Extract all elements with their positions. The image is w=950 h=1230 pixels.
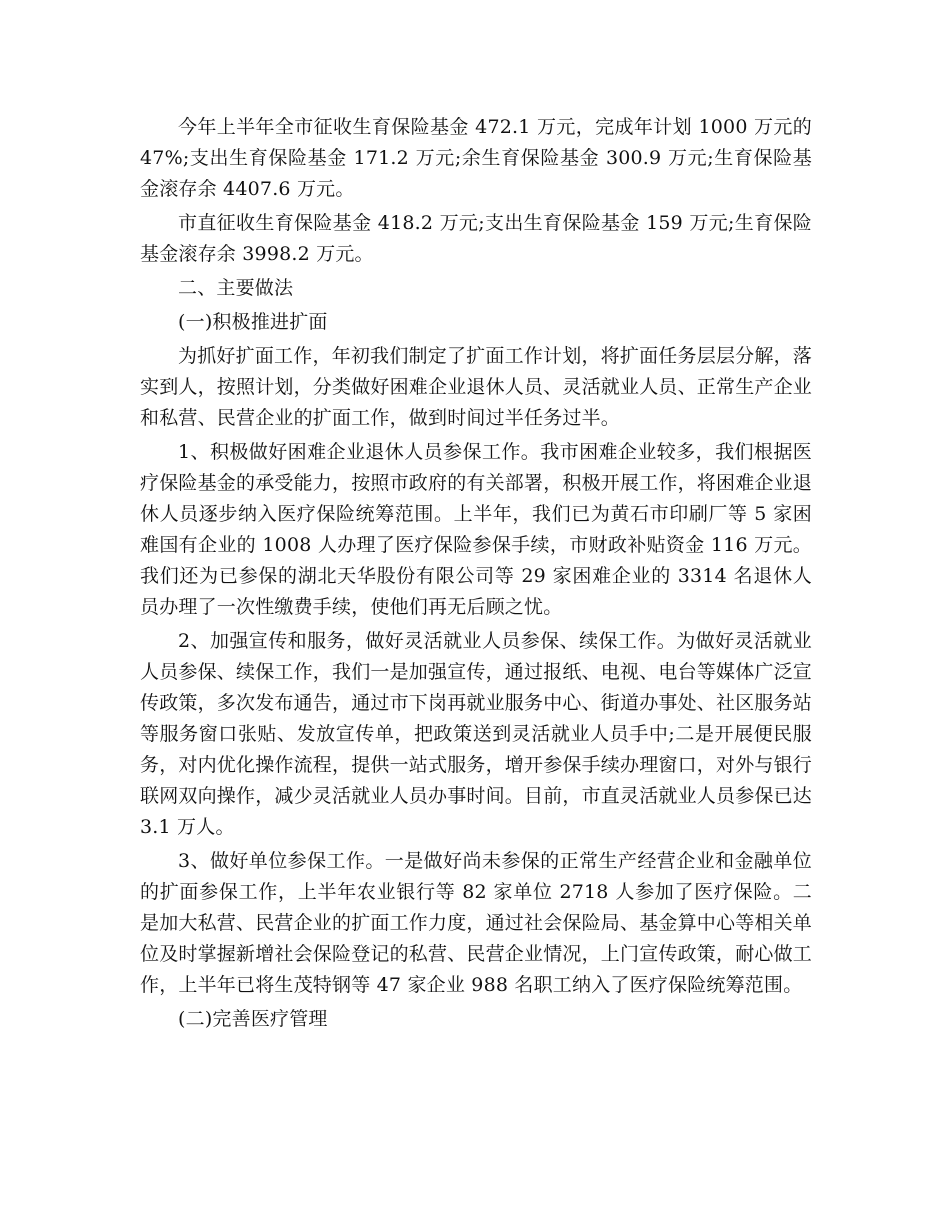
paragraph-fund-citywide: 今年上半年全市征收生育保险基金 472.1 万元，完成年计划 1000 万元的 47%;支出生育保险基金 171.2 万元;余生育保险基金 300.9 万元;生育保险基金滚存余 4407.6 万元。 — [140, 116, 812, 200]
paragraph-item-2-flexible-employment: 2、加强宣传和服务，做好灵活就业人员参保、续保工作。为做好灵活就业人员参保、续保工作，我们一是加强宣传，通过报纸、电视、电台等媒体广泛宣传政策，多次发布通告，通过市下岗再就业服务中心、街道办事处、社区服务站等服务窗口张贴、发放宣传单，把政策送到灵活就业人员手中;二是开展便民服务，对内优化操作流程，提供一站式服务，增开参保手续办理窗口，对外与银行联网双向操作，减少灵活就业人员办事时间。目前，市直灵活就业人员参保已达 3.1 万人。 — [140, 630, 813, 838]
paragraph-expansion-plan: 为抓好扩面工作，年初我们制定了扩面工作计划，将扩面任务层层分解，落实到人，按照计划，分类做好困难企业退休人员、灵活就业人员、正常生产企业和私营、民营企业的扩面工作，做到时间过半任务过半。 — [140, 345, 813, 429]
document-body — [140, 112, 812, 1038]
subsection-heading-medical-management: (二)完善医疗管理 — [178, 1008, 328, 1030]
subsection-heading-expansion: (一)积极推进扩面 — [178, 311, 328, 333]
paragraph-item-3-units: 3、做好单位参保工作。一是做好尚未参保的正常生产经营企业和金融单位的扩面参保工作，上半年农业银行等 82 家单位 2718 人参加了医疗保险。二是加大私营、民营企业的扩面工作力度，通过社会保险局、基金算中心等相关单位及时掌握新增社会保险登记的私营、民营企业情况，上门宣传政策，耐心做工作，上半年已将生茂特钢等 47 家企业 988 名职工纳入了医疗保险统筹范围。 — [140, 850, 813, 996]
section-heading-main-practices: 二、主要做法 — [178, 277, 294, 299]
paragraph-fund-city-direct: 市直征收生育保险基金 418.2 万元;支出生育保险基金 159 万元;生育保险基金滚存余 3998.2 万元。 — [140, 212, 812, 265]
paragraph-item-1-retirees: 1、积极做好困难企业退休人员参保工作。我市困难企业较多，我们根据医疗保险基金的承受能力，按照市政府的有关部署，积极开展工作，将困难企业退休人员逐步纳入医疗保险统筹范围。上半年，我们已为黄石市印刷厂等 5 家困难国有企业的 1008 人办理了医疗保险参保手续，市财政补贴资金 116 万元。我们还为已参保的湖北天华股份有限公司等 29 家困难企业的 3314 名退休人员办理了一次性缴费手续，使他们再无后顾之忧。 — [140, 441, 813, 618]
